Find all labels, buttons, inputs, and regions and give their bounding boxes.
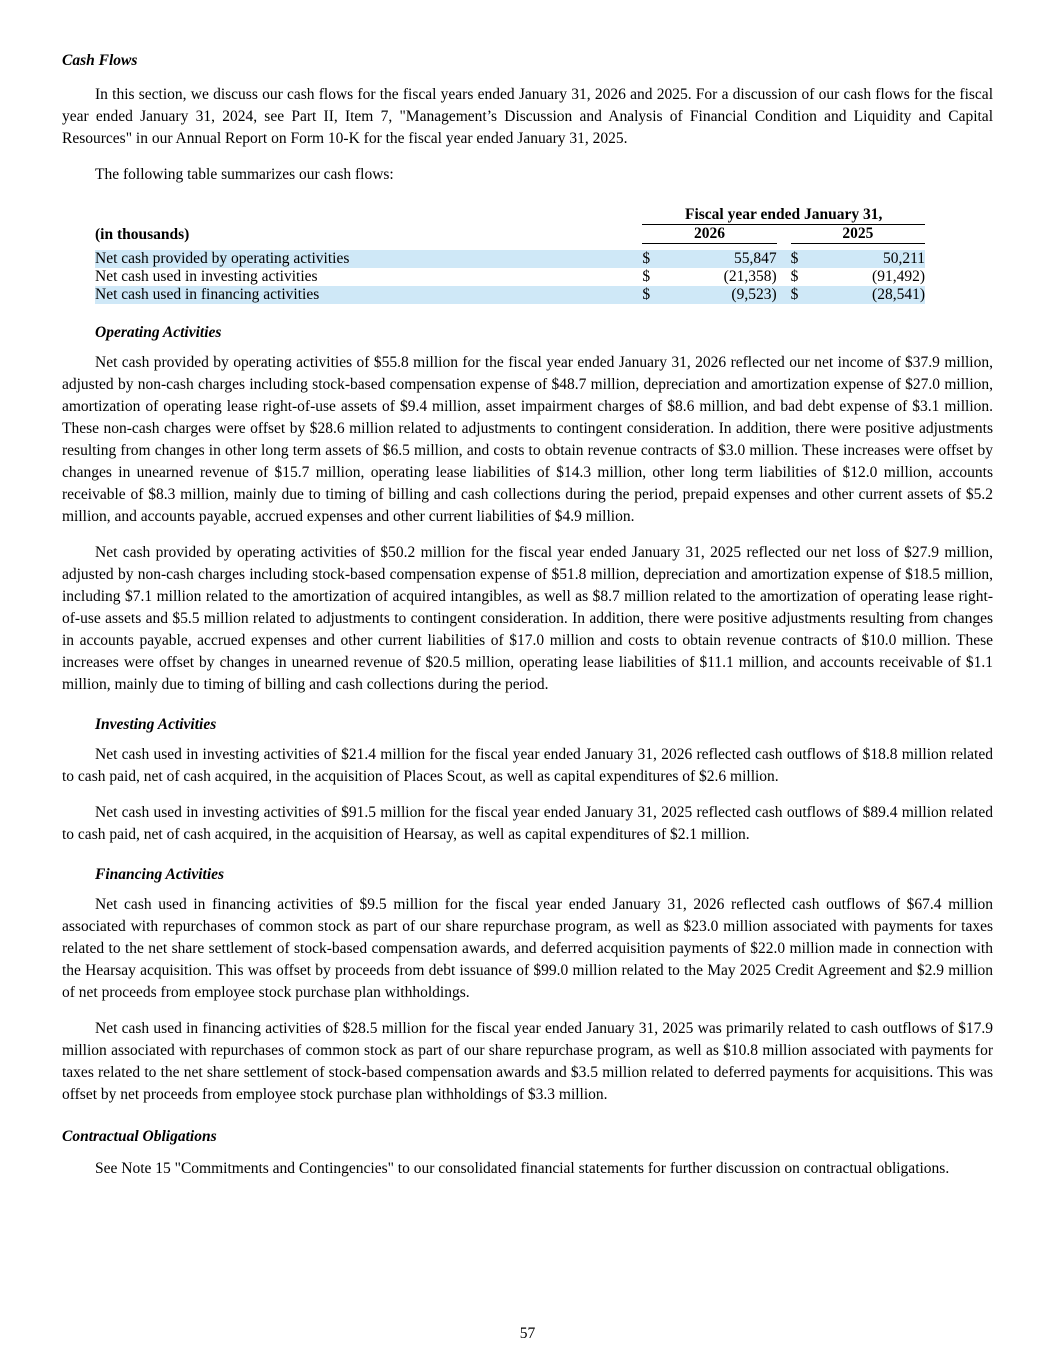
table-row [95,250,925,268]
paragraph: Net cash used in financing activities of $28.5 million for the fiscal year ended January 31, 2025 was primarily related to cash outflows of $17.9 million associated with repurchases of common stock as part of our share repurchase program, as well as $10.8 million associated with payments for taxes related to the net share settlement of stock-based compensation awards and $3.5 million related to deferred payments for acquisitions. This was offset by net proceeds from employee stock purchase plan withholdings of $3.3 million. [62,1020,993,1103]
year-header-2025: 2025 [791,225,925,244]
section-heading-operating-activities: Operating Activities [95,324,222,341]
paragraph: Net cash used in investing activities of $21.4 million for the fiscal year ended January 31, 2026 reflected cash outflows of $18.8 million related to cash paid, net of cash acquired, in the acquisition of Places Scout, as well as capital expenditures of $2.6 million. [62,746,993,785]
row-label: Net cash provided by operating activities [95,250,642,268]
row-gap [777,286,791,304]
paragraph: Net cash provided by operating activities of $50.2 million for the fiscal year ended January 31, 2025 reflected our net loss of $27.9 million, adjusted by non-cash charges including stock-based compensation expense of $51.8 million, depreciation and amortization expense of $18.5 million, including $7.1 million related to the amortization of acquired intangibles, as well as $8.7 million related to the amortization of operating lease right-of-use assets and $5.5 million related to adjustments to contingent consideration. In addition, there were positive adjustments resulting from changes in accounts payable, accrued expenses and other current liabilities of $17.0 million and costs to obtain revenue contracts of $10.0 million. These increases were offset by changes in unearned revenue of $20.5 million, operating lease liabilities of $11.1 million, and accounts receivable of $1.1 million, mainly due to timing of billing and cash collections during the period. [62,544,993,693]
empty-cell [95,206,642,225]
paragraph: See Note 15 "Commitments and Contingencies" to our consolidated financial statements for further discussion on contractual obligations. [95,1160,950,1177]
value-2026: (21,358) [723,268,777,285]
table-lead-in: The following table summarizes our cash flows: [95,166,394,183]
section-heading-investing-activities: Investing Activities [95,716,217,733]
year-header-2026: 2026 [642,225,776,244]
table-column-header-row [95,225,925,244]
currency-symbol: $ [791,286,817,304]
row-gap [777,268,791,286]
value-2026: (9,523) [668,286,776,304]
currency-symbol: $ [642,268,651,285]
row-gap [777,250,791,268]
header-gap [777,225,791,244]
row-label: Net cash used in investing activities [95,268,318,285]
paragraph: Net cash provided by operating activities of $55.8 million for the fiscal year ended January 31, 2026 reflected our net income of $37.9 million, adjusted by non-cash charges including stock-based compensation expense of $48.7 million, depreciation and amortization expense of $27.0 million, amortization of operating lease right-of-use assets of $9.4 million, asset impairment charges of $8.6 million, and bad debt expense of $3.1 million. These non-cash charges were offset by $28.6 million related to adjustments to contingent consideration. In addition, there were positive adjustments resulting from changes in other long term assets of $6.5 million, and costs to obtain revenue contracts of $3.0 million. These increases were offset by changes in unearned revenue of $15.7 million, operating lease liabilities of $14.3 million, other long term liabilities of $12.0 million, accounts receivable of $8.3 million, mainly due to timing of billing and cash collections during the period, prepaid expenses and other current assets of $5.2 million, and accounts payable, accrued expenses and other current liabilities of $4.9 million. [62,354,993,525]
currency-symbol: $ [790,268,799,285]
cash-flow-table-wrap [62,206,993,304]
paragraph: Net cash used in financing activities of $9.5 million for the fiscal year ended January 31, 2026 reflected cash outflows of $67.4 million associated with repurchases of common stock as part of our share repurchase program, as well as $23.0 million associated with payments for taxes related to the net share settlement of stock-based compensation awards, and deferred acquisition payments of $22.0 million made in connection with the Hearsay acquisition. This was offset by proceeds from debt issuance of $99.0 million related to the May 2025 Credit Agreement and $2.9 million of net proceeds from employee stock purchase plan withholdings. [62,896,993,1001]
currency-symbol: $ [642,250,668,268]
paragraph: Net cash used in investing activities of $91.5 million for the fiscal year ended January 31, 2025 reflected cash outflows of $89.4 million related to cash paid, net of cash acquired, in the acquisition of Hearsay, as well as capital expenditures of $2.1 million. [62,804,993,843]
intro-paragraph: In this section, we discuss our cash flows for the fiscal years ended January 31, 2026 and 2025. For a discussion of our cash flows for the fiscal year ended January 31, 2024, see Part II, Item 7, "Management’s Discussion and Analysis of Financial Condition and Liquidity and Capital Resources" in our Annual Report on Form 10-K for the fiscal year ended January 31, 2025. [62,86,993,147]
cash-flow-table [95,206,925,304]
value-2025: 50,211 [817,250,925,268]
value-2026: 55,847 [668,250,776,268]
table-row [95,286,925,304]
table-group-header-row [95,206,925,225]
section-heading-contractual-obligations: Contractual Obligations [62,1128,217,1145]
currency-symbol: $ [642,286,668,304]
group-header: Fiscal year ended January 31, [642,206,925,225]
page-number: 57 [519,1325,536,1342]
table-row [95,268,925,286]
row-label: Net cash used in financing activities [95,286,642,304]
units-label: (in thousands) [95,225,190,243]
page-title: Cash Flows [62,52,138,69]
section-heading-financing-activities: Financing Activities [95,866,225,883]
currency-symbol: $ [791,250,817,268]
value-2025: (91,492) [872,268,925,285]
value-2025: (28,541) [817,286,925,304]
